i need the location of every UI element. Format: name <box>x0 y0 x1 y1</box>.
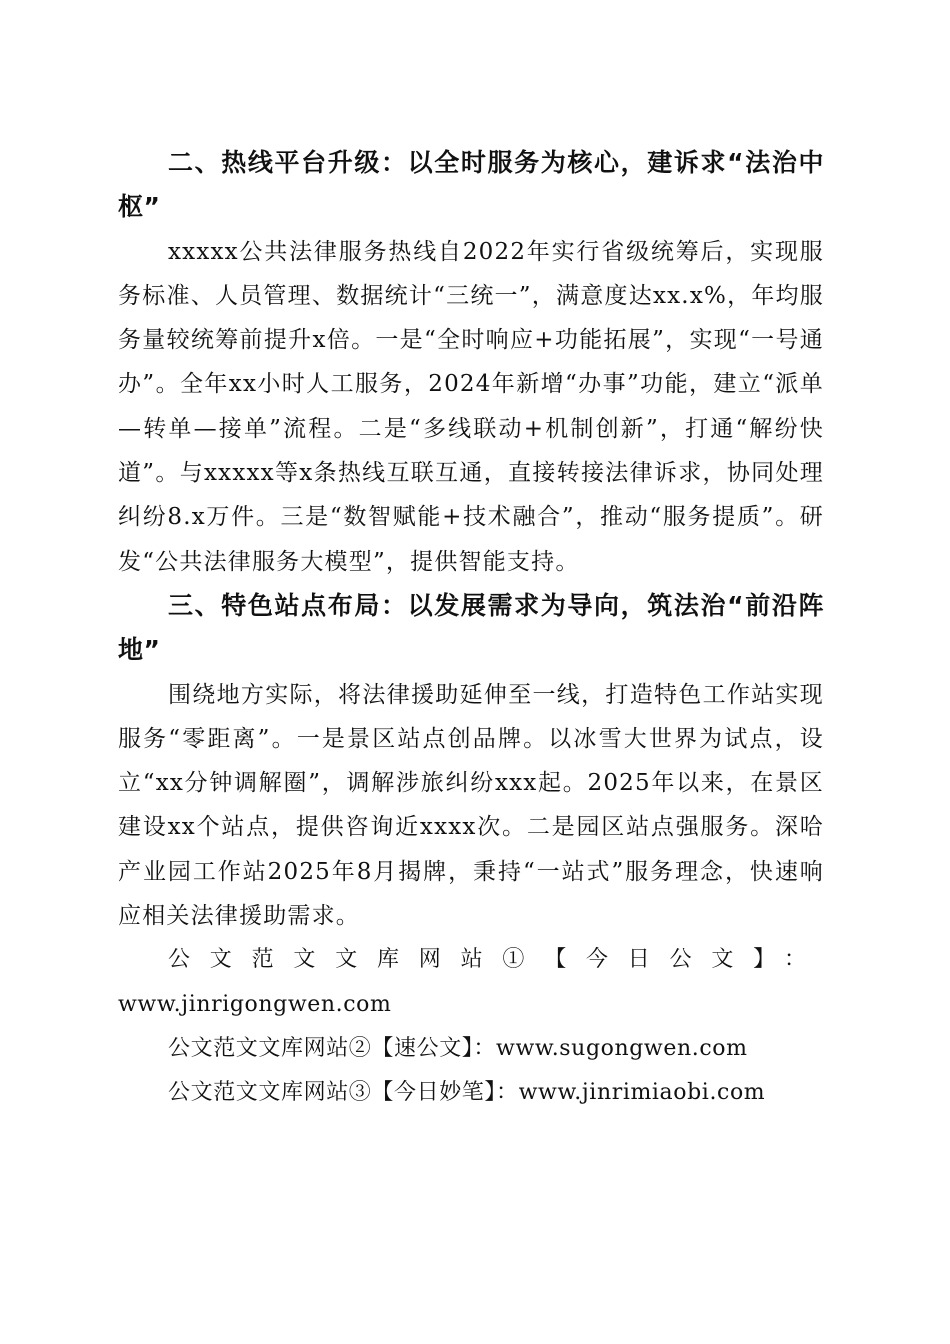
website-link-3 <box>118 1071 824 1115</box>
website-link-1 <box>118 938 824 1027</box>
website-link-2-url[interactable]: www.sugongwen.com <box>496 1035 748 1061</box>
section-3-heading: 三、特色站点布局：以发展需求为导向，筑法治“前沿阵地” <box>118 590 824 665</box>
website-link-2-label: 公文范文文库网站②【速公文】： <box>168 1035 497 1061</box>
section-2-body: xxxxx公共法律服务热线自2022年实行省级统筹后，实现服务标准、人员管理、数据统计“三统一”，满意度达xx.x%，年均服务量较统筹前提升x倍。一是“全时响应+功能拓展”，实现“一号通办”。全年xx小时人工服务，2024年新增“办事”功能，建立“派单—转单—接单”流程。二是“多线联动+机制创新”，打通“解纷快道”。与xxxxx等x条热线互联互通，直接转接法律诉求，协同处理纠纷8.x万件。三是“数智赋能+技术融合”，推动“服务提质”。研发“公共法律服务大模型”，提供智能支持。 <box>118 238 824 575</box>
website-link-1-url[interactable]: www.jinrigongwen.com <box>118 991 392 1017</box>
website-link-2 <box>118 1027 824 1071</box>
website-link-3-label: 公文范文文库网站③【今日妙笔】： <box>168 1080 519 1106</box>
document-page <box>118 141 824 1116</box>
section-2-heading: 二、热线平台升级：以全时服务为核心，建诉求“法治中枢” <box>118 148 824 222</box>
section-3-body: 围绕地方实际，将法律援助延伸至一线，打造特色工作站实现服务“零距离”。一是景区站点创品牌。以冰雪大世界为试点，设立“xx分钟调解圈”，调解涉旅纠纷xxx起。2025年以来，在景区建设xx个站点，提供咨询近xxxx次。二是园区站点强服务。深哈产业园工作站2025年8月揭牌，秉持“一站式”服务理念，快速响应相关法律援助需求。 <box>118 681 824 930</box>
website-link-3-url[interactable]: www.jinrimiaobi.com <box>518 1080 766 1106</box>
website-link-1-label: 公文范文文库网站①【今日公文】： <box>168 947 824 973</box>
